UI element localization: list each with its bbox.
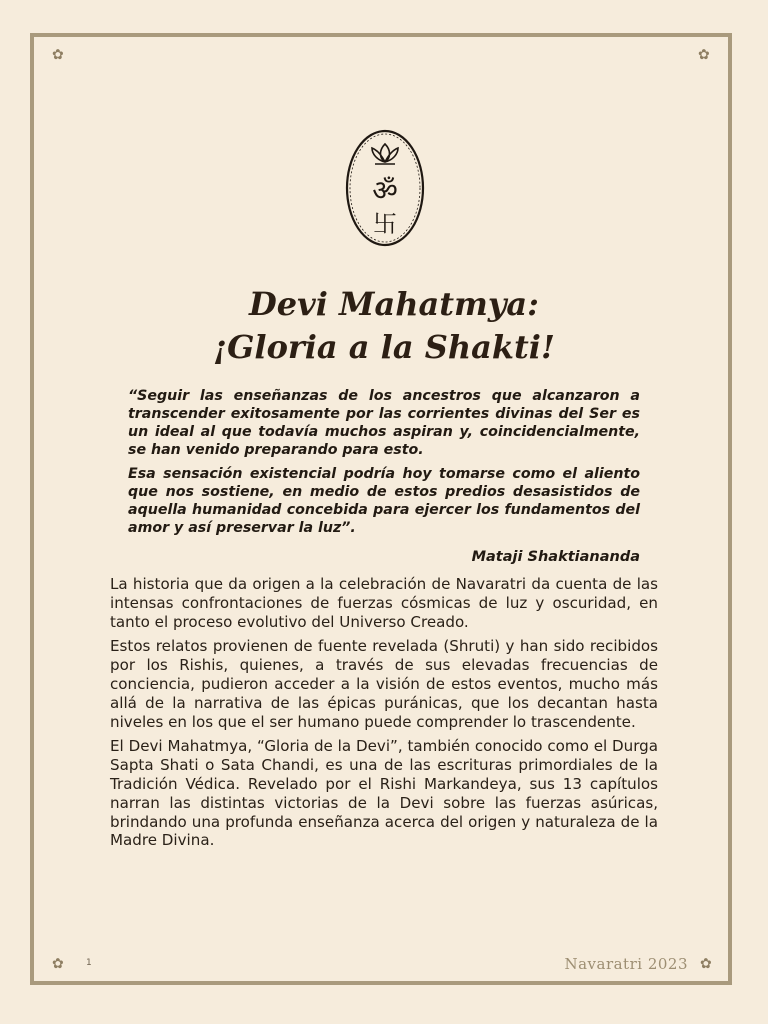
corner-ornament-icon: ✿	[700, 956, 712, 972]
body-paragraph: La historia que da origen a la celebración de Navaratri da cuenta de las intensas confrontaciones de fuerzas cósmicas de luz y oscuridad, en tanto el proceso evolutivo del Universo Creado.	[110, 575, 658, 631]
body-paragraph: El Devi Mahatmya, “Gloria de la Devi”, también conocido como el Durga Sapta Shati o Sata Chandi, es una de las escrituras primordiales de la Tradición Védica. Revelado por el Rishi Markandeya, sus 13 capítulos narran las distintas victorias de la Devi sobre las fuerzas asúricas, brindando una profunda enseñanza acerca del origen y naturaleza de la Madre Divina.	[110, 737, 658, 850]
corner-ornament-icon: ✿	[52, 956, 64, 972]
corner-ornament-icon: ✿	[698, 47, 710, 63]
epigraph-quote	[128, 387, 640, 543]
om-emblem-icon	[344, 128, 426, 248]
quote-paragraph: “Seguir las enseñanzas de los ancestros que alcanzaron a transcender exitosamente por las corrientes divinas del Ser es un ideal al que todavía muchos aspiran y, coincidencialmente, se han venido preparando para esto.	[128, 388, 640, 458]
title-line-1: Devi Mahatmya:	[249, 285, 539, 323]
footer-publication: Navaratri 2023	[564, 955, 688, 973]
body-text	[110, 575, 658, 856]
corner-ornament-icon: ✿	[52, 47, 64, 63]
swastika-glyph: 卐	[373, 210, 397, 238]
title-line-2: ¡Gloria a la Shakti!	[213, 328, 555, 366]
om-glyph: ॐ	[372, 174, 398, 207]
page-number: 1	[86, 958, 92, 968]
quote-attribution: Mataji Shaktiananda	[471, 549, 640, 565]
page-title	[0, 283, 768, 369]
body-paragraph: Estos relatos provienen de fuente revelada (Shruti) y han sido recibidos por los Rishis, quienes, a través de sus elevadas frecuencias de conciencia, pudieron acceder a la visión de estos eventos, mucho más allá de la narrativa de las épicas puránicas, que los decantan hasta niveles en los que el ser humano puede comprender lo trascendente.	[110, 637, 658, 731]
quote-paragraph: Esa sensación existencial podría hoy tomarse como el aliento que nos sostiene, en medio de estos predios desasistidos de aquella humanidad concebida para ejercer los fundamentos del amor y así preservar la luz”.	[128, 466, 640, 536]
